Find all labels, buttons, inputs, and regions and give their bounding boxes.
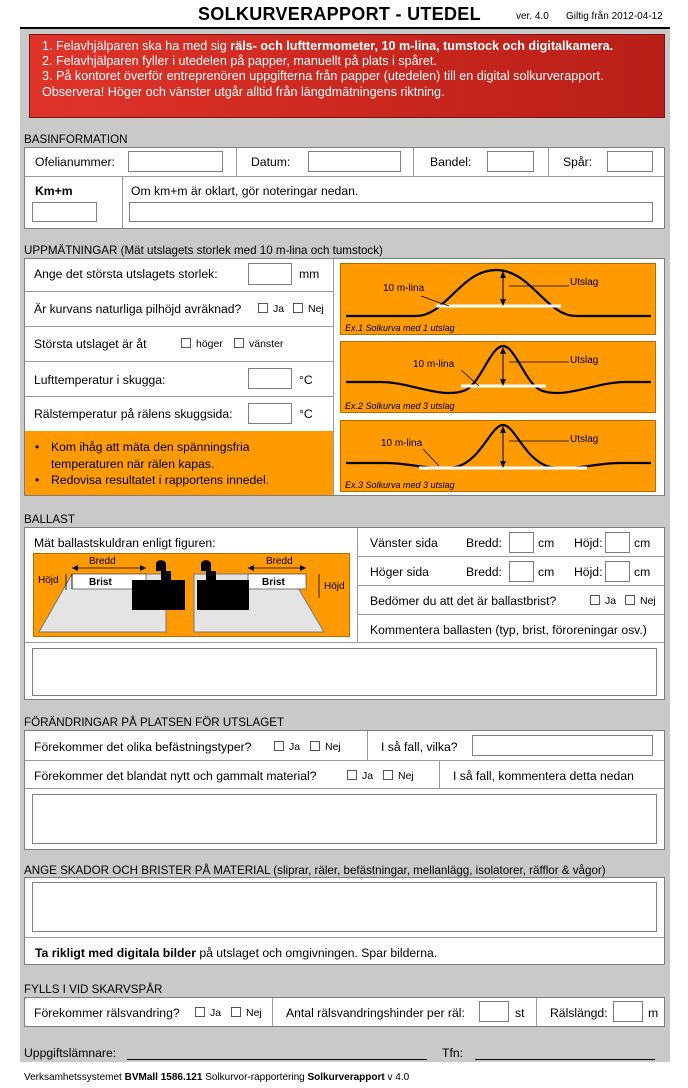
kommentera-nedan-label: I så fall, kommentera detta nedan bbox=[453, 769, 634, 783]
nej-label: Nej bbox=[308, 303, 324, 315]
ballast-comment-label: Kommentera ballasten (typ, brist, föroreningar osv.) bbox=[370, 623, 647, 637]
unit-m: m bbox=[648, 1006, 659, 1020]
unit-mm: mm bbox=[299, 267, 320, 281]
divider bbox=[25, 326, 333, 327]
divider bbox=[25, 760, 664, 761]
divider bbox=[25, 642, 664, 643]
pilhojd-ja-checkbox[interactable] bbox=[258, 303, 268, 313]
divider bbox=[25, 361, 333, 362]
unit-cm: cm bbox=[634, 565, 651, 579]
divider bbox=[25, 291, 333, 292]
bredd-label-right: Bredd bbox=[266, 556, 293, 567]
direction-hoger-checkbox[interactable] bbox=[181, 338, 191, 348]
instruction-3: 3. På kontoret överför entreprenören uppgifterna från papper (utedelen) till en digital solkurverapport. bbox=[42, 69, 604, 84]
section-heading-ballast: BALLAST bbox=[24, 513, 75, 526]
divider bbox=[413, 148, 414, 176]
section-heading-skador: ANGE SKADOR OCH BRISTER PÅ MATERIAL (sliprar, räler, befästningar, mellanlägg, isolatorer, räfflor & vågor) bbox=[24, 864, 606, 877]
section-heading-skarv: FYLLS I VID SKARVSPÅR bbox=[24, 983, 163, 996]
utslag-label: Utslag bbox=[570, 355, 599, 366]
spar-input[interactable] bbox=[607, 151, 653, 172]
forandringar-comment-input[interactable] bbox=[32, 794, 657, 844]
ballast-figure-label: Mät ballastskuldran enligt figuren: bbox=[34, 536, 216, 550]
lina-label: 10 m-lina bbox=[413, 359, 455, 370]
direction-label: Största utslaget är åt bbox=[34, 337, 147, 351]
uppgiftslamnare-line[interactable] bbox=[127, 1059, 427, 1060]
material-nej-checkbox[interactable] bbox=[383, 770, 393, 780]
report-title: SOLKURVERAPPORT - UTEDEL bbox=[198, 4, 481, 24]
divider bbox=[358, 614, 664, 615]
section-heading-basinfo: BASINFORMATION bbox=[24, 133, 128, 146]
air-temp-input[interactable] bbox=[248, 368, 292, 389]
photo-instruction: Ta rikligt med digitala bilder på utslaget och omgivningen. Spar bilderna. bbox=[35, 946, 438, 960]
uppgiftslamnare-label: Uppgiftslämnare: bbox=[24, 1046, 117, 1060]
divider bbox=[536, 998, 537, 1026]
brist-label-left: Brist bbox=[89, 577, 112, 588]
tfn-line[interactable] bbox=[475, 1059, 655, 1060]
vanster-hojd-input[interactable] bbox=[605, 532, 630, 553]
ralsvandring-ja-checkbox[interactable] bbox=[195, 1007, 205, 1017]
datum-input[interactable] bbox=[308, 151, 401, 172]
ja-label: Ja bbox=[605, 595, 617, 607]
example-caption-3: Ex.3 Solkurva med 3 utslag bbox=[345, 480, 455, 490]
pilhojd-label: Är kurvans naturliga pilhöjd avräknad? bbox=[34, 302, 242, 316]
kmm-input[interactable] bbox=[32, 202, 97, 222]
section-heading-uppmatningar: UPPMÄTNINGAR (Mät utslagets storlek med 10 m-lina och tumstock) bbox=[24, 244, 383, 257]
kmm-label: Km+m bbox=[35, 184, 73, 198]
ja-label: Ja bbox=[210, 1007, 222, 1019]
pilhojd-nej-checkbox[interactable] bbox=[293, 303, 303, 313]
spar-label: Spår: bbox=[563, 155, 593, 169]
ralsvandring-label: Förekommer rälsvandring? bbox=[34, 1006, 180, 1020]
unit-celsius: °C bbox=[299, 373, 313, 387]
nej-label: Nej bbox=[640, 595, 656, 607]
divider bbox=[358, 556, 664, 557]
divider bbox=[272, 998, 273, 1026]
example-caption-2: Ex.2 Solkurva med 3 utslag bbox=[345, 401, 455, 411]
utslag-size-input[interactable] bbox=[248, 263, 292, 285]
instruction-1: 1. Felavhjälparen ska ha med sig räls- och lufttermometer, 10 m-lina, tumstock och digitalkamera. bbox=[42, 39, 614, 53]
kmm-note: Om km+m är oklart, gör noteringar nedan. bbox=[131, 184, 359, 198]
bredd-field-label: Bredd: bbox=[466, 536, 502, 550]
kmm-notes-input[interactable] bbox=[129, 202, 653, 222]
diagram-example-3 bbox=[340, 420, 656, 492]
footer-text: Verksamhetssystemet BVMall 1586.121 Solkurvor-rapportering Solkurverapport v 4.0 bbox=[24, 1072, 410, 1083]
hojd-field-label: Höjd: bbox=[574, 536, 603, 550]
vanster-bredd-input[interactable] bbox=[509, 532, 534, 553]
divider bbox=[236, 148, 237, 176]
example-caption-1: Ex.1 Solkurva med 1 utslag bbox=[345, 323, 455, 333]
divider bbox=[439, 761, 440, 788]
material-label: Förekommer det blandat nytt och gammalt material? bbox=[34, 769, 317, 783]
ja-label: Ja bbox=[362, 770, 374, 782]
version-label: ver. 4.0 bbox=[516, 11, 549, 22]
divider bbox=[367, 731, 368, 760]
unit-cm: cm bbox=[634, 536, 651, 550]
note-text-1: Kom ihåg att mäta den spänningsfria temperaturen när rälen kapas. bbox=[51, 440, 250, 471]
divider bbox=[25, 176, 664, 177]
befastning-ja-checkbox[interactable] bbox=[274, 741, 284, 751]
material-ja-checkbox[interactable] bbox=[347, 770, 357, 780]
utslag-label: Utslag bbox=[570, 277, 599, 288]
lina-label: 10 m-lina bbox=[381, 438, 423, 449]
vanster-label: vänster bbox=[249, 338, 284, 350]
note-text-2: Redovisa resultatet i rapportens innedel. bbox=[51, 473, 270, 487]
hojd-field-label: Höjd: bbox=[574, 565, 603, 579]
measurement-note: • Kom ihåg att mäta den spänningsfria temperaturen när rälen kapas. • Redovisa resultatet i rapportens innedel. bbox=[25, 431, 333, 495]
diagram-example-1 bbox=[340, 263, 656, 335]
bandel-label: Bandel: bbox=[430, 155, 472, 169]
hoger-sida-label: Höger sida bbox=[370, 565, 429, 579]
divider bbox=[122, 177, 123, 228]
ballast-comment-input[interactable] bbox=[32, 648, 657, 696]
bandel-input[interactable] bbox=[487, 151, 534, 172]
divider bbox=[25, 788, 664, 789]
hoger-hojd-input[interactable] bbox=[605, 561, 630, 582]
hojd-label-left: Höjd bbox=[38, 575, 59, 586]
vilka-input[interactable] bbox=[472, 735, 653, 756]
divider bbox=[25, 396, 333, 397]
ralslangd-label: Rälslängd: bbox=[550, 1006, 608, 1020]
befastning-nej-checkbox[interactable] bbox=[310, 741, 320, 751]
rail-temp-input[interactable] bbox=[248, 403, 292, 424]
rail-temp-label: Rälstemperatur på rälens skuggsida: bbox=[34, 407, 233, 421]
vanster-sida-label: Vänster sida bbox=[370, 536, 438, 550]
ballast-figure bbox=[33, 553, 350, 637]
unit-cm: cm bbox=[538, 536, 555, 550]
ja-label: Ja bbox=[273, 303, 285, 315]
unit-st: st bbox=[515, 1006, 525, 1020]
befastning-label: Förekommer det olika befästningstyper? bbox=[34, 740, 252, 754]
nej-label: Nej bbox=[246, 1007, 262, 1019]
hoger-label: höger bbox=[196, 338, 223, 350]
instruction-2: 2. Felavhjälparen fyller i utedelen på papper, manuellt på plats i spåret. bbox=[42, 54, 437, 69]
direction-vanster-checkbox[interactable] bbox=[234, 338, 244, 348]
section-heading-forandringar: FÖRÄNDRINGAR PÅ PLATSEN FÖR UTSLAGET bbox=[24, 716, 285, 729]
air-temp-label: Lufttemperatur i skugga: bbox=[34, 373, 166, 387]
hinder-input[interactable] bbox=[479, 1001, 509, 1022]
ralsvandring-nej-checkbox[interactable] bbox=[231, 1007, 241, 1017]
unit-celsius: °C bbox=[299, 407, 313, 421]
hinder-label: Antal rälsvandringshinder per räl: bbox=[286, 1006, 465, 1020]
divider bbox=[358, 585, 664, 586]
utslag-label: Utslag bbox=[570, 434, 599, 445]
nej-label: Nej bbox=[398, 770, 414, 782]
brist-label-right: Brist bbox=[262, 577, 285, 588]
valid-date-label: Giltig från 2012-04-12 bbox=[566, 11, 663, 22]
ballastbrist-nej-checkbox[interactable] bbox=[625, 595, 635, 605]
skador-comment-input[interactable] bbox=[32, 882, 657, 932]
instructions-box bbox=[29, 34, 665, 118]
divider bbox=[333, 259, 334, 495]
lina-label: 10 m-lina bbox=[383, 283, 425, 294]
hojd-label-right: Höjd bbox=[324, 581, 345, 592]
ofelia-label: Ofelianummer: bbox=[35, 155, 115, 169]
instruction-4: Observera! Höger och vänster utgår alltid från längdmätningens riktning. bbox=[42, 84, 445, 99]
nej-label: Nej bbox=[325, 741, 341, 753]
bredd-label-left: Bredd bbox=[89, 556, 116, 567]
divider bbox=[25, 937, 664, 938]
ralslangd-input[interactable] bbox=[613, 1001, 643, 1022]
unit-cm: cm bbox=[538, 565, 555, 579]
divider bbox=[548, 148, 549, 176]
ofelia-input[interactable] bbox=[128, 151, 223, 172]
bredd-field-label: Bredd: bbox=[466, 565, 502, 579]
vilka-label: I så fall, vilka? bbox=[381, 740, 458, 754]
ballastbrist-label: Bedömer du att det är ballastbrist? bbox=[370, 594, 557, 608]
utslag-size-label: Ange det största utslagets storlek: bbox=[34, 267, 218, 281]
datum-label: Datum: bbox=[251, 155, 291, 169]
hoger-bredd-input[interactable] bbox=[509, 561, 534, 582]
ballastbrist-ja-checkbox[interactable] bbox=[590, 595, 600, 605]
ja-label: Ja bbox=[289, 741, 301, 753]
diagram-example-2 bbox=[340, 341, 656, 413]
tfn-label: Tfn: bbox=[442, 1046, 463, 1060]
